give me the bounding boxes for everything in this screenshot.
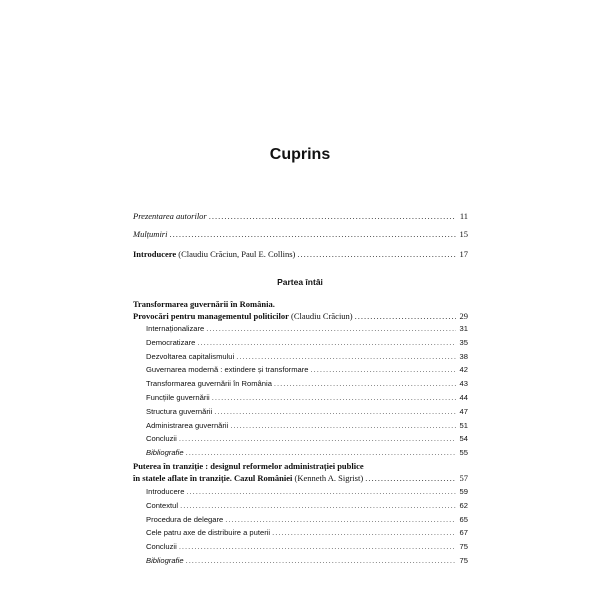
- toc-subentry-label: Structura guvernării: [146, 406, 213, 416]
- leader-dots: [311, 364, 457, 376]
- toc-subentry[interactable]: [146, 433, 468, 445]
- toc-page-number: 51: [459, 420, 468, 430]
- leader-dots: [225, 514, 456, 526]
- toc-page-number: 11: [459, 211, 468, 221]
- toc-subentry[interactable]: [146, 447, 468, 459]
- intro-authors: (Claudiu Crăciun, Paul E. Collins): [178, 249, 296, 259]
- toc-subentry[interactable]: [146, 486, 468, 498]
- toc-subentry-label: Democratizare: [146, 337, 196, 347]
- toc-entry-label: Mulțumiri: [133, 229, 168, 239]
- leader-dots: [214, 406, 456, 418]
- chapter2-title-line1: Puterea în tranziție : designul reformelor administrației publice: [133, 461, 364, 471]
- leader-dots: [179, 541, 456, 553]
- toc-subentry[interactable]: [146, 500, 468, 512]
- part-title: Partea întâi: [277, 277, 323, 287]
- toc-subentry[interactable]: [146, 378, 468, 390]
- toc-page-number: 15: [459, 229, 468, 239]
- leader-dots: [186, 555, 456, 567]
- toc-subentry[interactable]: [146, 323, 468, 335]
- toc-subentry[interactable]: [146, 364, 468, 376]
- toc-entry-label: [133, 472, 363, 484]
- toc-subentry-label: Procedura de delegare: [146, 514, 224, 524]
- leader-dots: [169, 228, 456, 240]
- toc-page-number: 29: [459, 311, 468, 321]
- chapter2-authors: (Kenneth A. Sigrist): [294, 473, 364, 483]
- leader-dots: [236, 351, 456, 363]
- leader-dots: [186, 447, 456, 459]
- toc-entry-label: Prezentarea autorilor: [133, 211, 207, 221]
- toc-entry-label: [133, 310, 353, 322]
- leader-dots: [230, 420, 456, 432]
- toc-page-number: 62: [459, 500, 468, 510]
- toc-page-number: 67: [459, 528, 468, 538]
- leader-dots: [206, 323, 456, 335]
- toc-subentry-label: Concluzii: [146, 542, 177, 552]
- leader-dots: [212, 392, 456, 404]
- leader-dots: [355, 310, 456, 322]
- toc-page-number: 65: [459, 514, 468, 524]
- toc-page-number: 55: [459, 448, 468, 458]
- toc-subentry-label: Bibliografie: [146, 448, 184, 458]
- toc-subentry[interactable]: [146, 351, 468, 363]
- leader-dots: [297, 248, 456, 260]
- toc-subentry[interactable]: [146, 420, 468, 432]
- leader-dots: [186, 486, 456, 498]
- leader-dots: [274, 378, 456, 390]
- toc-entry-authors[interactable]: [133, 210, 468, 222]
- toc-subentry-label: Dezvoltarea capitalismului: [146, 351, 235, 361]
- toc-subentry[interactable]: [146, 555, 468, 567]
- toc-subentry-label: Cele patru axe de distribuire a puterii: [146, 528, 271, 538]
- chapter2-title-line2: în statele aflate în tranziție. Cazul României: [133, 473, 293, 483]
- toc-subentry-label: Concluzii: [146, 434, 177, 444]
- toc-page-number: 75: [459, 542, 468, 552]
- toc-page-number: 35: [459, 337, 468, 347]
- toc-subentry-label: Internaționalizare: [146, 324, 205, 333]
- toc-subentry[interactable]: [146, 406, 468, 418]
- toc-entry-chapter2[interactable]: [133, 472, 468, 484]
- toc-page-number: 54: [459, 434, 468, 444]
- toc-subentry-label: Funcțiile guvernării: [146, 393, 210, 402]
- toc-page-number: 75: [459, 556, 468, 565]
- leader-dots: [365, 472, 456, 484]
- toc-page-number: 42: [459, 365, 468, 375]
- leader-dots: [272, 527, 456, 539]
- toc-subentry-label: Transformarea guvernării în România: [146, 379, 272, 389]
- leader-dots: [197, 337, 456, 349]
- toc-page-number: 59: [459, 487, 468, 496]
- chapter1-title-line1: Transformarea guvernării în România.: [133, 299, 275, 309]
- toc-subentry[interactable]: [146, 527, 468, 539]
- toc-entry-label: [133, 248, 295, 260]
- leader-dots: [179, 433, 456, 445]
- toc-subentry-label: Guvernarea modernă : extindere și transformare: [146, 365, 309, 375]
- toc-page-number: 43: [459, 379, 468, 389]
- toc-entry-chapter1[interactable]: [133, 310, 468, 322]
- toc-page-number: 31: [459, 324, 468, 333]
- toc-page-number: 47: [459, 406, 468, 416]
- toc-subentry[interactable]: [146, 337, 468, 349]
- toc-page-number: 38: [459, 351, 468, 361]
- toc-subentry-label: Administrarea guvernării: [146, 420, 229, 430]
- page-title: Cuprins: [269, 146, 331, 163]
- toc-subentry-label: Bibliografie: [146, 556, 184, 565]
- leader-dots: [209, 210, 456, 222]
- toc-subentry-label: Introducere: [146, 487, 185, 496]
- toc-page-number: 44: [459, 393, 468, 402]
- toc-entry-thanks[interactable]: [133, 228, 468, 240]
- toc-subentry[interactable]: [146, 514, 468, 526]
- chapter1-authors: (Claudiu Crăciun): [291, 311, 353, 321]
- toc-subentry[interactable]: [146, 392, 468, 404]
- toc-page-number: 57: [459, 473, 468, 483]
- toc-entry-introduction[interactable]: [133, 248, 468, 260]
- toc-page-number: 17: [459, 249, 468, 259]
- toc-subentry-label: Contextul: [146, 500, 179, 510]
- intro-label: Introducere: [133, 249, 177, 259]
- chapter1-title-line2: Provocări pentru managementul politicilor: [133, 311, 289, 321]
- toc-subentry[interactable]: [146, 541, 468, 553]
- leader-dots: [180, 500, 456, 512]
